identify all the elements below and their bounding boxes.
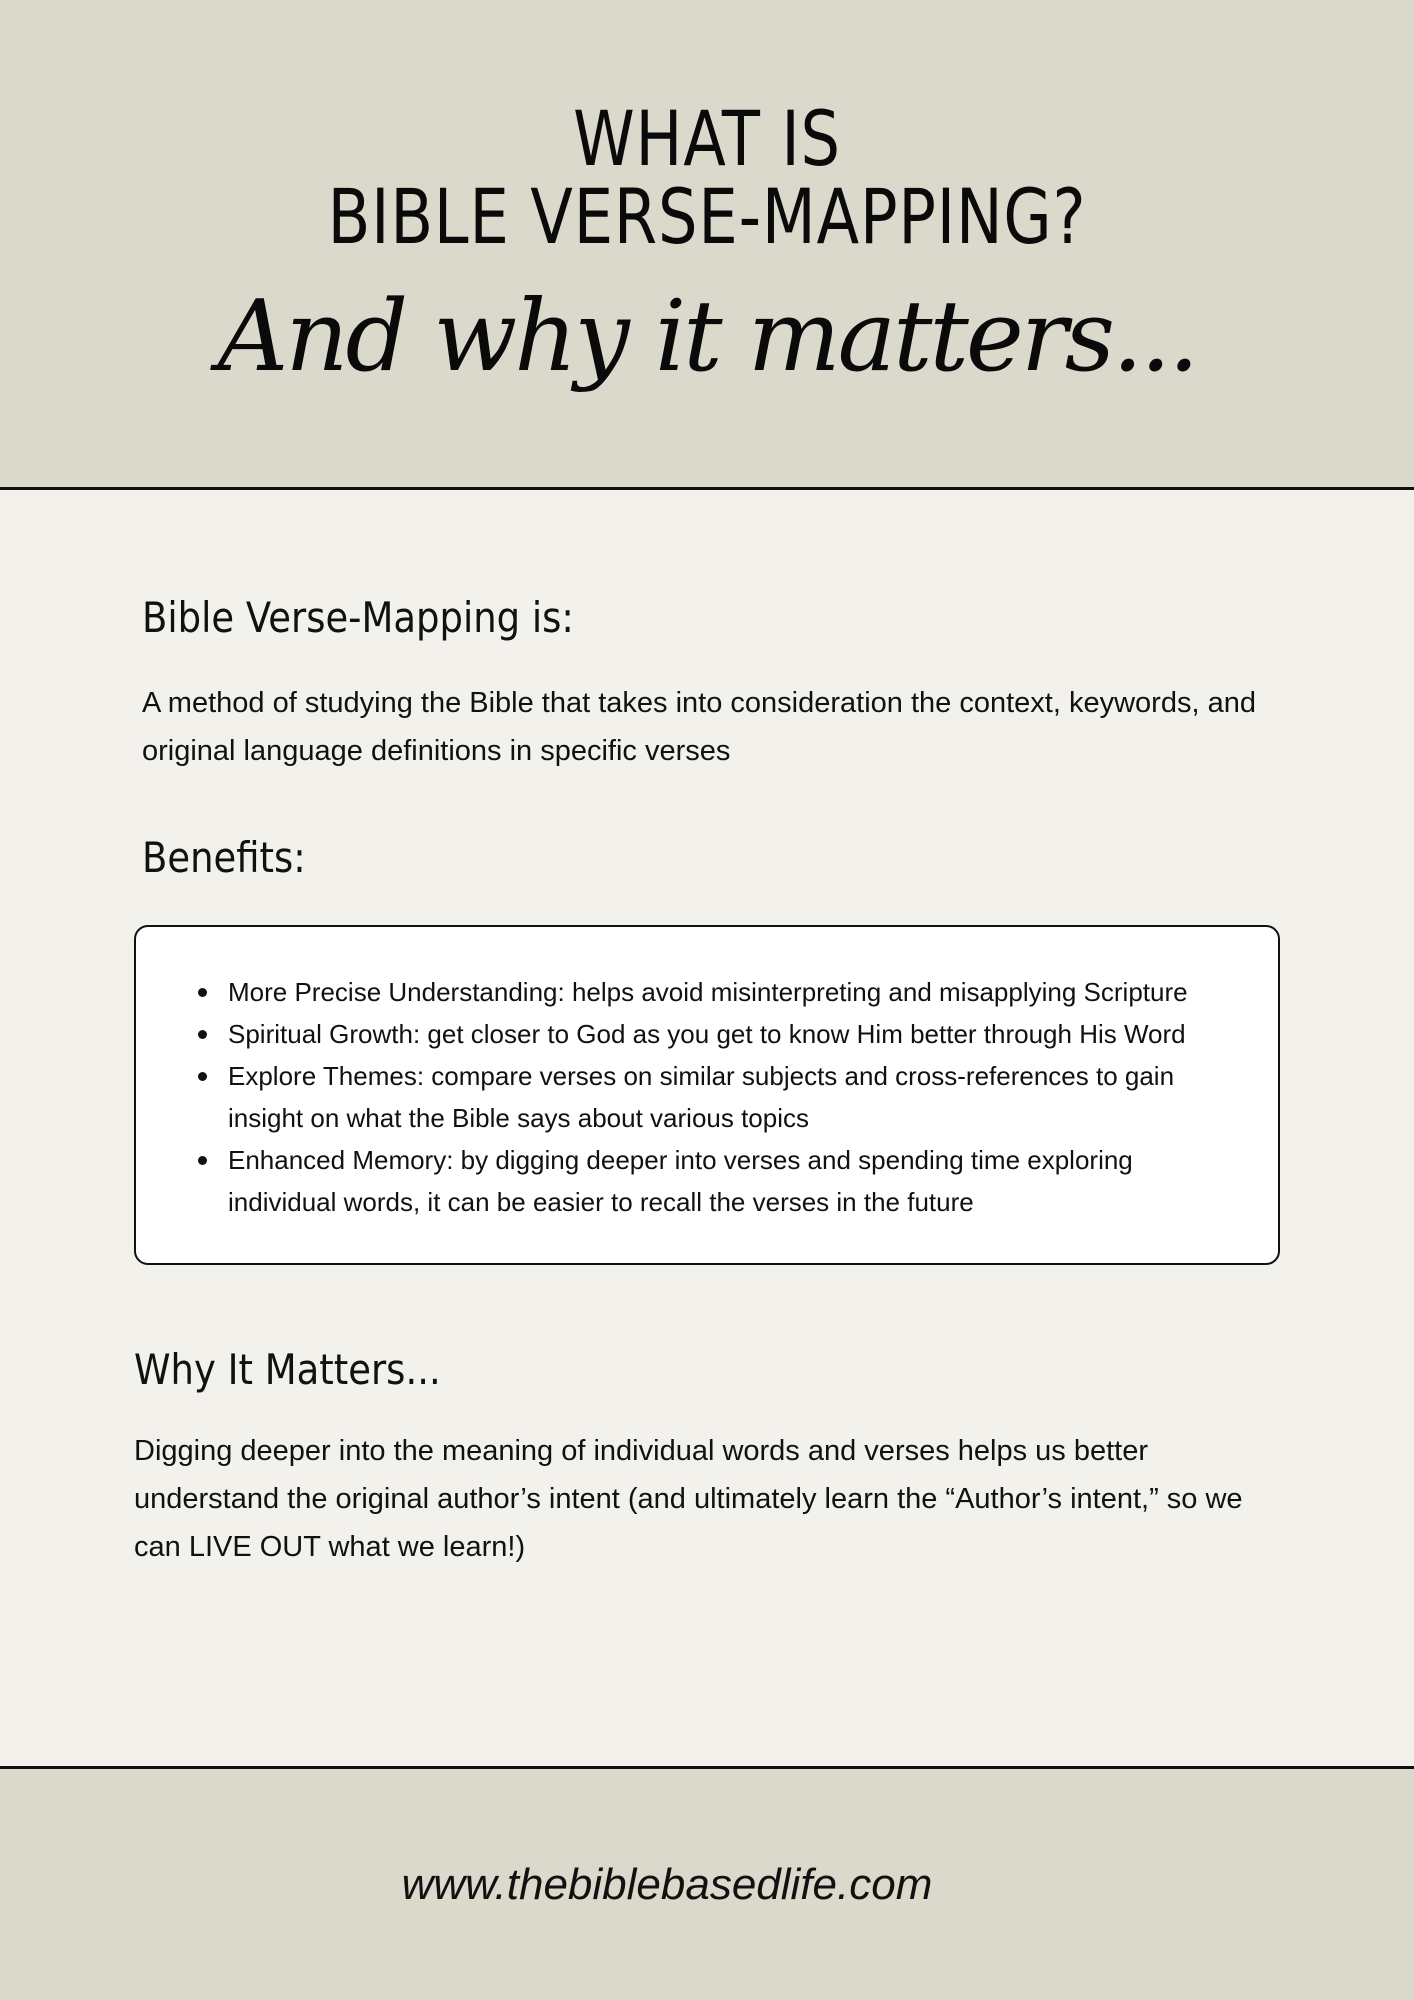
page-title-line-2: BIBLE VERSE-MAPPING? <box>327 172 1087 261</box>
why-heading: Why It Matters... <box>134 1345 441 1394</box>
benefits-box <box>134 925 1280 1265</box>
header-band <box>0 0 1414 490</box>
why-text: Digging deeper into the meaning of individual words and verses helps us better understand the original author’s intent (and ultimately learn the “Author’s intent,” so we can LIVE OUT what we learn!) <box>134 1435 1243 1563</box>
footer-band <box>0 1766 1414 2000</box>
benefits-heading: Benefits: <box>142 833 306 882</box>
page-title-line-1: WHAT IS <box>573 94 841 183</box>
definition-heading: Bible Verse-Mapping is: <box>142 593 574 642</box>
benefit-item-spiritual-growth: Spiritual Growth: get closer to God as you get to know Him better through His Word <box>192 1013 1238 1055</box>
benefit-item-enhanced-memory: Enhanced Memory: by digging deeper into verses and spending time exploring individual words, it can be easier to recall the verses in the future <box>192 1139 1238 1223</box>
main-content <box>0 493 1414 1766</box>
benefit-item-precise-understanding: More Precise Understanding: helps avoid misinterpreting and misapplying Scripture <box>192 971 1238 1013</box>
benefit-item-explore-themes: Explore Themes: compare verses on similar subjects and cross-references to gain insight on what the Bible says about various topics <box>192 1055 1238 1139</box>
website-url: www.thebiblebasedlife.com <box>401 1860 933 1909</box>
definition-text: A method of studying the Bible that takes into consideration the context, keywords, and original language definitions in specific verses <box>142 687 1256 767</box>
benefits-list <box>192 971 1238 1223</box>
script-subtitle: And why it matters... <box>217 280 1197 394</box>
